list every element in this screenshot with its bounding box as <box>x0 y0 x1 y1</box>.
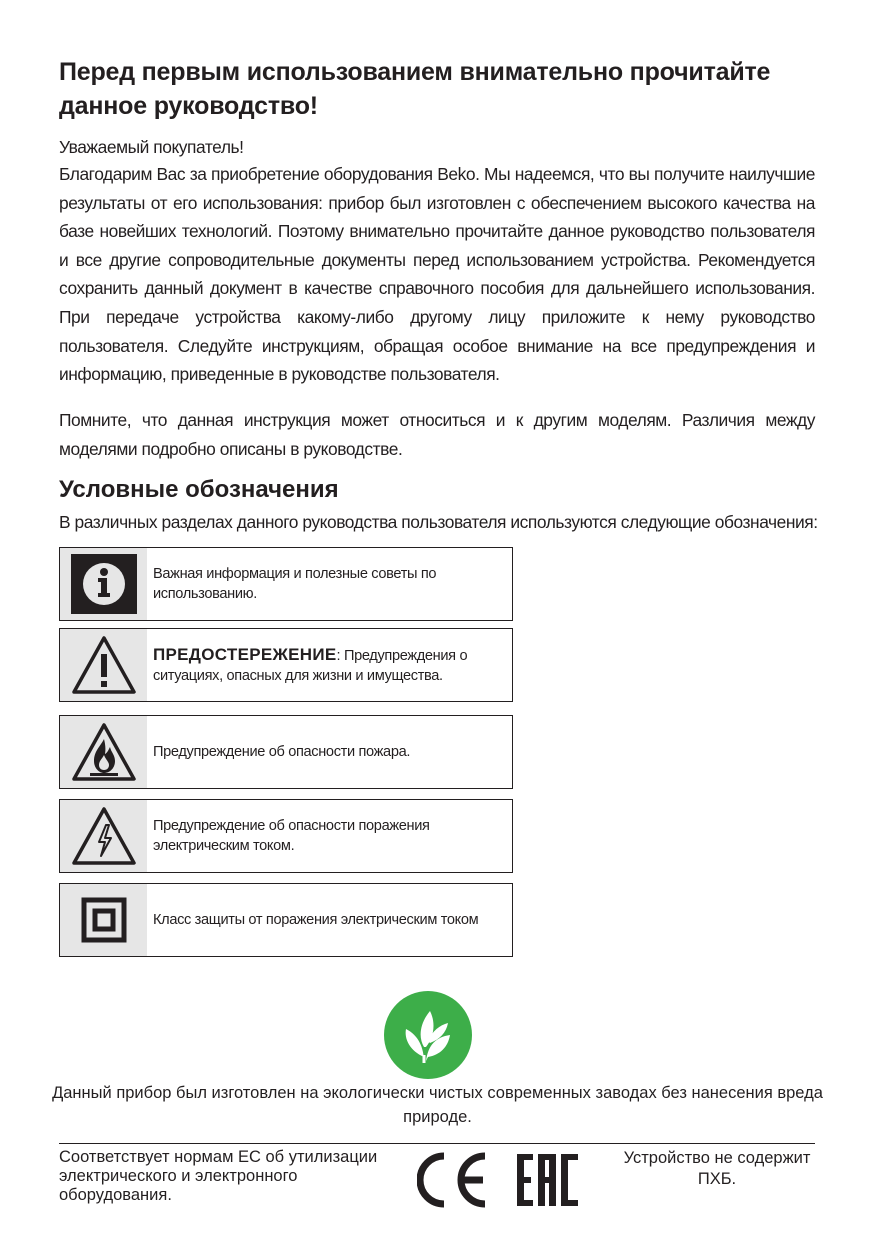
warning-label: ПРЕДОСТЕРЕЖЕНИЕ <box>153 644 337 664</box>
models-note-paragraph: Помните, что данная инструкция может относиться и к другим моделям. Различия между моделями подробно описаны в руководстве. <box>59 410 815 459</box>
weee-compliance-text: Соответствует нормам ЕС об утилизации электрического и электронного оборудования. <box>59 1148 378 1204</box>
eac-mark-icon <box>517 1154 578 1206</box>
warning-description: : Предупреждения о ситуациях, опасных для жизни и имущества. <box>153 647 468 684</box>
legend-intro: В различных разделах данного руководства пользователя используются следующие обозначения: <box>59 512 818 532</box>
symbol-text-warning <box>147 629 512 701</box>
electric-shock-icon <box>60 800 147 872</box>
fire-hazard-icon <box>60 716 147 788</box>
symbol-text-protection-class: Класс защиты от поражения электрическим током <box>153 912 479 928</box>
footer-divider <box>59 1143 815 1144</box>
symbol-row-info <box>59 547 513 621</box>
symbol-row-electric <box>59 799 513 873</box>
warning-icon <box>60 629 147 701</box>
intro-paragraph: Благодарим Вас за приобретение оборудования Beko. Мы надеемся, что вы получите наилучшие результаты от его использования: прибор был изготовлен с обеспечением высокого качества на базе новейших технологий. Поэтому внимательно прочитайте данное руководство пользователя и все другие сопроводительные документы перед использованием устройства. Рекомендуется сохранить данный документ в качестве справочного пособия для дальнейшего использования. При передаче устройства какому-либо другому лицу приложите к нему руководство пользователя. Следуйте инструкциям, обращая особое внимание на все предупреждения и информацию, приведенные в руководстве пользователя. <box>59 164 815 385</box>
symbol-row-fire <box>59 715 513 789</box>
eco-statement: Данный прибор был изготовлен на экологически чистых современных заводах без нанесения вреда природе. <box>52 1084 823 1126</box>
page-title: Перед первым использованием внимательно прочитайте данное руководство! <box>59 58 771 120</box>
symbol-row-warning <box>59 628 513 702</box>
symbol-text-fire: Предупреждение об опасности пожара. <box>153 744 411 760</box>
info-icon <box>60 548 147 620</box>
greeting: Уважаемый покупатель! <box>59 137 244 157</box>
eco-leaf-icon <box>384 991 472 1079</box>
symbol-text-electric: Предупреждение об опасности поражения электрическим током. <box>153 818 430 854</box>
symbol-row-protection-class <box>59 883 513 957</box>
pcb-free-text: Устройство не содержит ПХБ. <box>623 1149 811 1188</box>
legend-title: Условные обозначения <box>59 476 339 503</box>
certification-marks <box>417 1150 582 1210</box>
ce-mark-icon <box>420 1156 485 1204</box>
symbol-text-info: Важная информация и полезные советы по использованию. <box>153 566 437 602</box>
protection-class-icon <box>60 884 147 956</box>
